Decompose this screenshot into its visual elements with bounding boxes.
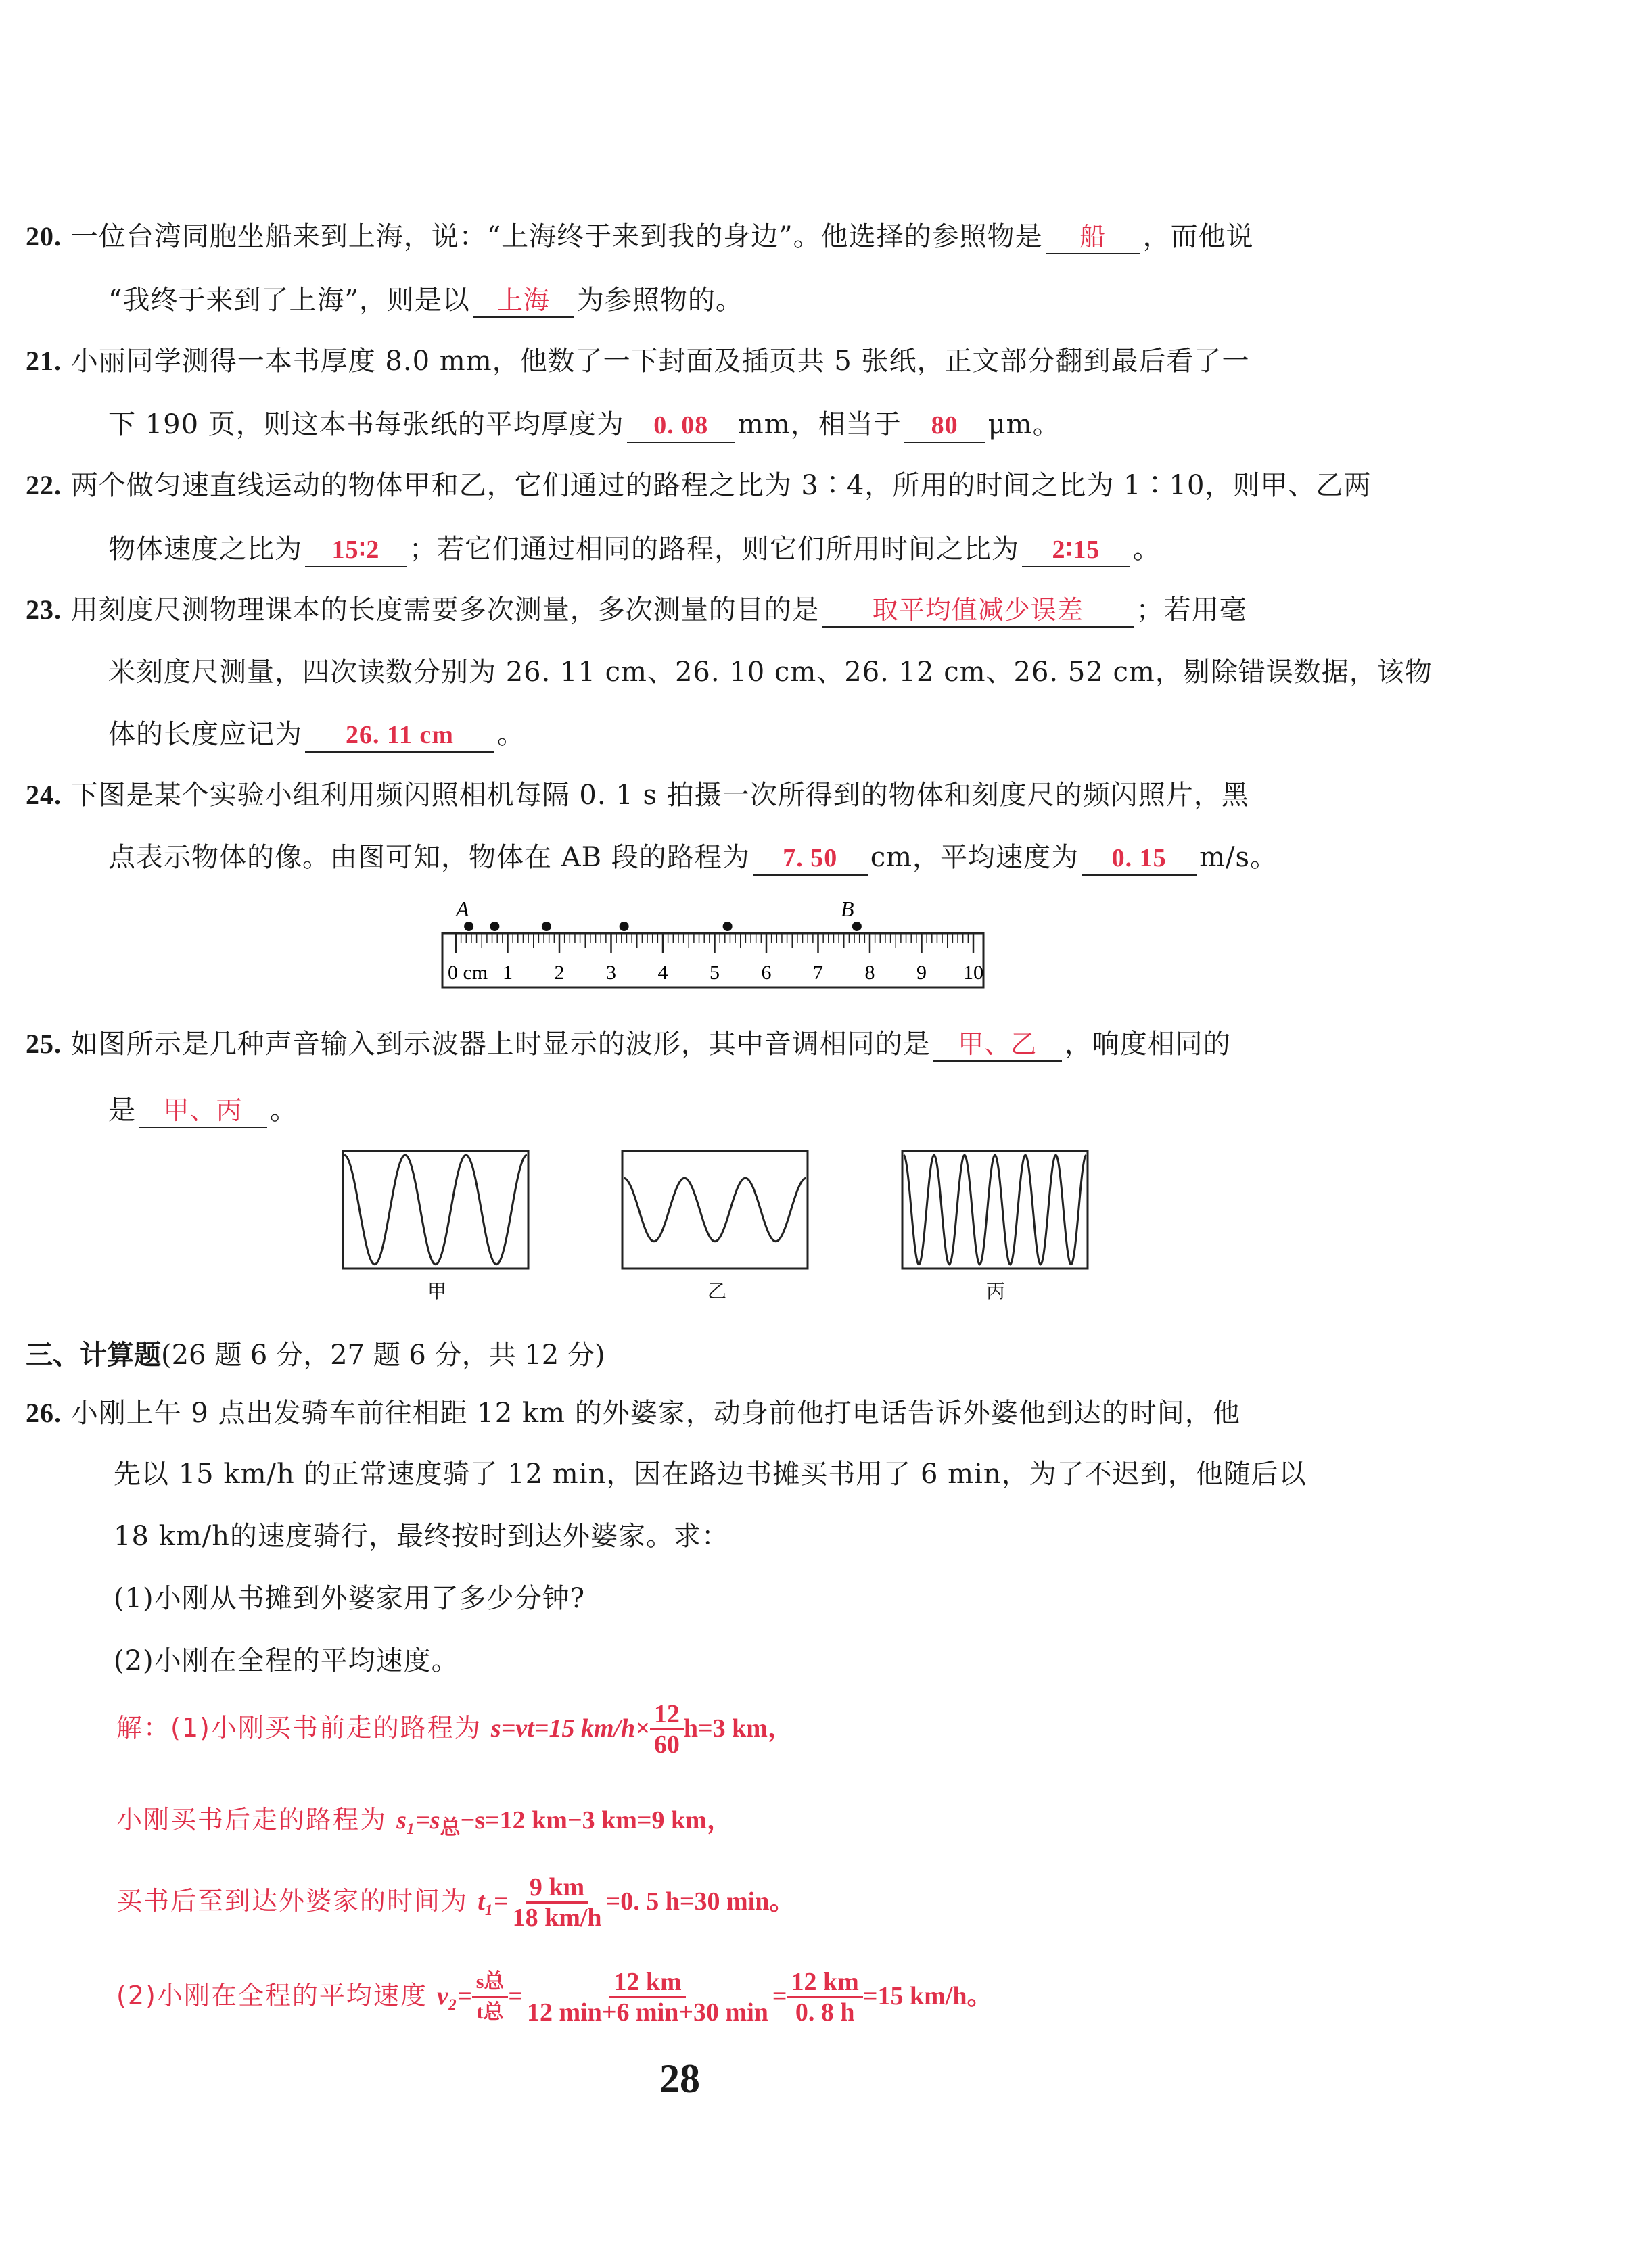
solution-line2 xyxy=(116,1799,733,1841)
q21-answer1: 0. 08 xyxy=(653,411,709,440)
sol4-result: =15 km/h。 xyxy=(862,1982,993,2010)
q26-sub2 xyxy=(114,1639,459,1678)
waveform-yi-curve xyxy=(624,1178,806,1242)
q20-line1 xyxy=(26,215,1254,254)
q23-line1 xyxy=(26,588,1247,628)
ruler-dots xyxy=(464,922,862,931)
waveform-bing xyxy=(901,1150,1090,1271)
q25-answer2: 甲、丙 xyxy=(163,1095,243,1125)
q23-text-b: ；若用毫 xyxy=(1136,594,1247,625)
ruler-label-b: B xyxy=(841,897,854,921)
sol3-text: 买书后至到达外婆家的时间为 xyxy=(116,1886,478,1916)
waveform-jia-label: 甲 xyxy=(427,1280,447,1302)
q21-text-c: mm，相当于 xyxy=(737,409,902,440)
q23-line3 xyxy=(108,713,525,753)
ruler-tick-label: 4 xyxy=(657,962,668,984)
sol4-formula: v₂= xyxy=(436,1982,472,2010)
q20-text-d: 为参照物的。 xyxy=(576,285,743,316)
sol4-frac3-num: 12 km xyxy=(787,1968,863,1998)
q22-blank2[interactable] xyxy=(1022,533,1130,567)
ruler-dot xyxy=(620,922,629,931)
q26-line1 xyxy=(26,1392,1240,1430)
waveform-bing-label: 丙 xyxy=(986,1280,1006,1302)
ruler-tick-label: 2 xyxy=(554,962,565,984)
q24-answer2: 0. 15 xyxy=(1111,844,1167,872)
q20-number: 20. xyxy=(26,221,62,252)
q22-line1 xyxy=(26,464,1371,502)
ruler-tick-label: 9 xyxy=(916,962,927,984)
waveform-jia-curve xyxy=(344,1155,527,1265)
ruler-label-a: A xyxy=(456,897,469,921)
sol4-text: (2)小刚在全程的平均速度 xyxy=(116,1981,437,2010)
q21-answer2: 80 xyxy=(931,411,958,440)
ruler-dot xyxy=(490,922,499,931)
waveform-yi xyxy=(621,1150,810,1271)
sol2-text: 小刚买书后走的路程为 xyxy=(116,1805,397,1835)
page-number: 28 xyxy=(659,2056,700,2101)
q23-number: 23. xyxy=(26,594,62,625)
q24-text-a: 下图是某个实验小组利用频闪照相机每隔 0. 1 s 拍摄一次所得到的物体和刻度尺的频闪照片，黑 xyxy=(70,780,1249,811)
q23-line2 xyxy=(108,651,1433,689)
q21-text-a: 小丽同学测得一本书厚度 8.0 mm，他数了一下封面及插页共 5 张纸，正文部分翻到最后看了一 xyxy=(70,346,1250,377)
q24-line1 xyxy=(26,774,1249,812)
q25-text-c: 是 xyxy=(108,1095,136,1126)
q25-line1 xyxy=(26,1022,1231,1062)
q23-text-d: 体的长度应记为 xyxy=(108,719,302,750)
ruler-dot xyxy=(464,922,473,931)
q20-line2 xyxy=(108,279,743,318)
q25-answer1: 甲、乙 xyxy=(958,1029,1038,1059)
sol4-frac1-den: t总 xyxy=(476,2001,504,2023)
ruler-tick-label: 10 xyxy=(963,962,983,984)
q20-blank2[interactable] xyxy=(473,284,574,318)
q20-blank1[interactable] xyxy=(1046,220,1140,254)
ruler-unit-label: 0 cm xyxy=(448,962,488,984)
q23-answer2: 26. 11 cm xyxy=(346,721,454,749)
q26-line2 xyxy=(114,1452,1307,1491)
waveform-bing-curve xyxy=(904,1155,1086,1265)
q21-blank2[interactable] xyxy=(904,408,985,443)
sol2-sub: 总 xyxy=(440,1816,461,1839)
q22-text-a: 两个做匀速直线运动的物体甲和乙，它们通过的路程之比为 3∶4，所用的时间之比为 1∶10，则甲、乙两 xyxy=(70,470,1372,501)
q22-line2 xyxy=(108,527,1161,567)
sol1-fraction xyxy=(650,1700,684,1759)
sol1-text: 解：(1)小刚买书前走的路程为 xyxy=(116,1713,491,1743)
solution-line3 xyxy=(116,1873,795,1932)
waveform-jia xyxy=(342,1150,531,1271)
q23-text-a: 用刻度尺测物理课本的长度需要多次测量，多次测量的目的是 xyxy=(70,594,820,625)
q24-text-d: m/s。 xyxy=(1199,842,1278,873)
q26-number: 26. xyxy=(26,1398,62,1428)
q21-line2 xyxy=(108,403,1061,443)
q22-text-c: ；若它们通过相同的路程，则它们所用时间之比为 xyxy=(409,534,1019,565)
q26-sub1-text: (1)小刚从书摊到外婆家用了多少分钟? xyxy=(114,1583,586,1614)
sol2-formula-b: −s=12 km−3 km=9 km， xyxy=(460,1806,733,1835)
q25-blank1[interactable] xyxy=(933,1028,1062,1062)
sol4-eq2: = xyxy=(772,1982,787,2010)
q21-text-b: 下 190 页，则这本书每张纸的平均厚度为 xyxy=(108,409,624,440)
q25-blank2[interactable] xyxy=(139,1094,267,1128)
q24-answer1: 7. 50 xyxy=(783,844,838,872)
q23-answer1: 取平均值减少误差 xyxy=(872,595,1084,625)
q26-sub2-text: (2)小刚在全程的平均速度。 xyxy=(114,1645,459,1676)
ruler-tick-label: 6 xyxy=(761,962,772,984)
section-title: 三、计算题 xyxy=(26,1340,161,1371)
sol4-fraction3 xyxy=(787,1968,863,2027)
q24-text-b: 点表示物体的像。由图可知，物体在 AB 段的路程为 xyxy=(108,842,750,873)
sol3-frac-den: 18 km/h xyxy=(512,1904,602,1932)
section-heading xyxy=(26,1333,605,1372)
q24-number: 24. xyxy=(26,780,62,810)
q21-blank1[interactable] xyxy=(627,408,735,443)
sol4-eq1: = xyxy=(508,1982,524,2010)
q22-answer2: 2∶15 xyxy=(1052,536,1100,564)
q22-number: 22. xyxy=(26,470,62,500)
ruler-tick-label: 8 xyxy=(864,962,875,984)
ruler-tick-label: 1 xyxy=(503,962,513,984)
ruler-tick-label: 3 xyxy=(606,962,616,984)
q24-blank2[interactable] xyxy=(1082,841,1197,876)
sol3-frac-num: 9 km xyxy=(526,1873,588,1904)
q20-text-c: “我终于来到了上海”，则是以 xyxy=(108,285,470,316)
sol4-fraction2 xyxy=(523,1968,772,2027)
q22-text-d: 。 xyxy=(1133,534,1161,565)
sol3-fraction xyxy=(509,1873,606,1932)
solution-line4 xyxy=(116,1968,992,2027)
q24-blank1[interactable] xyxy=(753,841,868,876)
sol3-result: =0. 5 h=30 min。 xyxy=(605,1887,795,1916)
ruler-dot xyxy=(542,922,551,931)
q25-number: 25. xyxy=(26,1029,62,1059)
ruler-tick-label: 7 xyxy=(813,962,823,984)
q23-text-c: 米刻度尺测量，四次读数分别为 26. 11 cm、26. 10 cm、26. 12 cm、26. 52 cm，剔除错误数据，该物 xyxy=(108,657,1433,688)
ruler-dot xyxy=(852,922,862,931)
sol4-frac1-num: s总 xyxy=(472,1968,509,1998)
sol1-formula: s=vt=15 km/h× xyxy=(490,1714,650,1743)
q26-text-b: 先以 15 km/h 的正常速度骑了 12 min，因在路边书摊买书用了 6 min，为了不迟到，他随后以 xyxy=(114,1459,1307,1490)
q23-blank2[interactable] xyxy=(305,718,494,753)
q22-text-b: 物体速度之比为 xyxy=(108,534,302,565)
ruler-labels xyxy=(448,962,983,984)
ruler-figure xyxy=(433,893,994,994)
section-note: (26 题 6 分，27 题 6 分，共 12 分) xyxy=(161,1340,605,1371)
q24-text-c: cm，平均速度为 xyxy=(870,842,1079,873)
q21-line1 xyxy=(26,339,1250,378)
sol4-frac3-den: 0. 8 h xyxy=(795,1998,855,2027)
q21-text-d: μm。 xyxy=(988,409,1061,440)
q26-sub1 xyxy=(114,1577,585,1615)
sol4-frac2-den: 12 min+6 min+30 min xyxy=(527,1998,768,2027)
q20-answer1: 船 xyxy=(1079,222,1107,252)
ruler-ticks xyxy=(456,933,973,953)
sol1-frac-num: 12 xyxy=(650,1700,684,1730)
q23-blank1[interactable] xyxy=(822,594,1134,628)
q21-number: 21. xyxy=(26,346,62,376)
q20-answer2: 上海 xyxy=(496,285,550,315)
q22-blank1[interactable] xyxy=(305,533,407,567)
q20-text-b: ，而他说 xyxy=(1142,221,1254,252)
sol3-formula: t₁= xyxy=(478,1887,509,1916)
ruler-tick-label: 5 xyxy=(710,962,720,984)
q25-line2 xyxy=(108,1089,298,1128)
sol1-result: h=3 km， xyxy=(683,1714,793,1743)
q26-line3 xyxy=(114,1515,729,1553)
ruler-dot xyxy=(723,922,733,931)
q24-line2 xyxy=(108,836,1278,876)
sol1-frac-den: 60 xyxy=(653,1730,680,1759)
q25-text-b: ，响度相同的 xyxy=(1064,1029,1231,1060)
q22-answer1: 15∶2 xyxy=(331,536,380,564)
q26-text-a: 小刚上午 9 点出发骑车前往相距 12 km 的外婆家，动身前他打电话告诉外婆他到达的时间，他 xyxy=(70,1398,1240,1429)
q20-text-a: 一位台湾同胞坐船来到上海，说：“上海终于来到我的身边”。他选择的参照物是 xyxy=(70,221,1043,252)
q26-text-c: 18 km/h的速度骑行，最终按时到达外婆家。求： xyxy=(114,1521,730,1552)
q25-text-a: 如图所示是几种声音输入到示波器上时显示的波形，其中音调相同的是 xyxy=(70,1029,931,1060)
sol4-fraction1 xyxy=(472,1968,509,2027)
sol4-frac2-num: 12 km xyxy=(609,1968,685,1998)
q23-text-e: 。 xyxy=(497,719,525,750)
q25-text-d: 。 xyxy=(270,1095,298,1126)
solution-line1 xyxy=(116,1700,793,1759)
sol2-formula-a: s₁=s xyxy=(396,1806,440,1835)
waveform-yi-label: 乙 xyxy=(707,1280,727,1302)
